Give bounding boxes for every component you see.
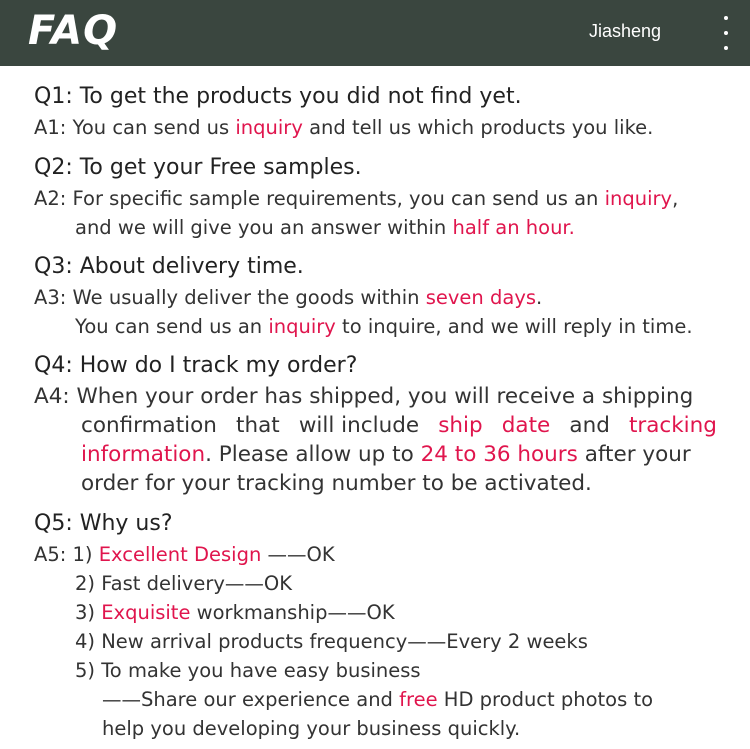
answer-3-line-2: You can send us an inquiry to inquire, and we will reply in time. (75, 315, 693, 338)
answer-5-item-4: 4) New arrival products frequency——Every 2 weeks (75, 630, 588, 653)
highlight-text: half an hour. (452, 216, 575, 239)
more-menu-icon[interactable] (718, 16, 734, 50)
app-header (0, 0, 750, 66)
highlight-text: seven days (425, 286, 537, 309)
answer-5-item-1: A5: 1) Excellent Design ——OK (34, 543, 335, 566)
answer-5-item-5: 5) To make you have easy business (75, 659, 421, 682)
faq-logo: FAQ (28, 8, 119, 54)
question-3: Q3: About delivery time. (34, 254, 304, 279)
answer-4-line-4: order for your tracking number to be activated. (81, 471, 592, 496)
inquiry-link[interactable]: inquiry (268, 315, 336, 338)
answer-5-item-2: 2) Fast delivery——OK (75, 572, 293, 595)
answer-3-line-1: A3: We usually deliver the goods within seven days. (34, 286, 543, 309)
question-1: Q1: To get the products you did not find yet. (34, 84, 522, 109)
answer-5-item-3: 3) Exquisite workmanship——OK (75, 601, 395, 624)
question-5: Q5: Why us? (34, 511, 173, 536)
answer-1: A1: You can send us inquiry and tell us which products you like. (34, 116, 654, 139)
answer-4-line-2: confirmation that will include ship date and tracking (81, 413, 717, 438)
answer-4-line-3: information. Please allow up to 24 to 36 hours after your (81, 442, 691, 467)
answer-4-line-1: A4: When your order has shipped, you will receive a shipping (34, 384, 694, 409)
question-2: Q2: To get your Free samples. (34, 155, 362, 180)
inquiry-link[interactable]: inquiry (235, 116, 303, 139)
inquiry-link[interactable]: inquiry (604, 187, 673, 210)
answer-5-item-5-line-3: help you developing your business quickly. (102, 717, 521, 740)
answer-2-line-1: A2: For specific sample requirements, you can send us an inquiry, (34, 187, 679, 210)
answer-5-item-5-line-2: ——Share our experience and free HD product photos to (102, 688, 654, 711)
question-4: Q4: How do I track my order? (34, 353, 358, 378)
brand-name[interactable]: Jiasheng (589, 21, 662, 41)
answer-2-line-2: and we will give you an answer within half an hour. (75, 216, 575, 239)
